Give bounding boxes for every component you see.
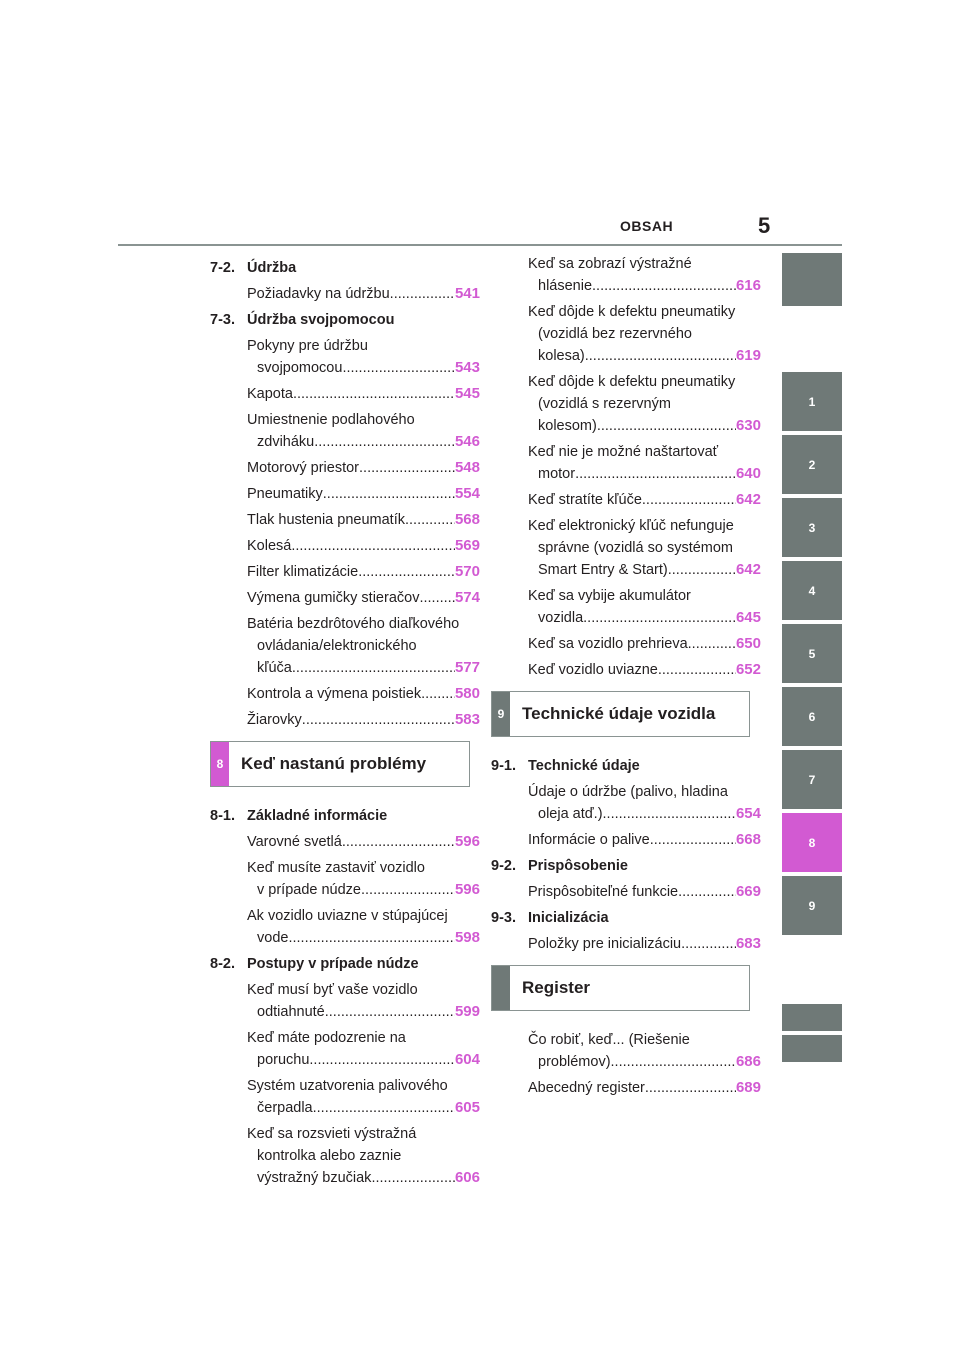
toc-entry-text: Batéria bezdrôtového diaľkového — [247, 616, 460, 632]
side-tab-6[interactable]: 6 — [782, 687, 842, 746]
page-link[interactable]: 569 — [454, 537, 480, 554]
toc-entry-line — [247, 535, 480, 557]
page-link[interactable]: 543 — [454, 359, 480, 376]
toc-entry-line — [528, 803, 761, 825]
dot-leader — [642, 489, 736, 511]
toc-entry-text: vozidla — [538, 610, 584, 626]
chapter-title: Register — [522, 978, 591, 997]
dot-leader — [293, 383, 455, 405]
toc-entry-line — [247, 1167, 480, 1189]
toc-entry[interactable] — [247, 1027, 480, 1071]
toc-entry-text: Keď nie je možné naštartovať — [528, 444, 719, 460]
toc-entry-text: odtiahnuté — [257, 1004, 325, 1020]
toc-entry-text: zdviháku — [257, 434, 315, 450]
page-link[interactable]: 683 — [735, 935, 761, 952]
toc-entry[interactable] — [247, 905, 480, 949]
toc-entry-text: Keď elektronický kľúč nefunguje — [528, 518, 734, 534]
toc-entry[interactable] — [247, 283, 480, 305]
toc-entry-line — [528, 345, 761, 367]
page-link[interactable]: 686 — [735, 1053, 761, 1070]
dot-leader — [585, 345, 736, 367]
toc-entry[interactable] — [247, 409, 480, 453]
section-heading: 7-2. Údržba — [210, 260, 297, 276]
toc-entry-text: Položky pre inicializáciu — [528, 936, 682, 952]
dot-leader — [688, 633, 736, 655]
toc-entry[interactable] — [528, 371, 761, 437]
toc-entry-line — [247, 927, 480, 949]
dot-leader — [650, 829, 736, 851]
toc-entry-text: Systém uzatvorenia palivového — [247, 1078, 448, 1094]
toc-entry-line — [528, 933, 761, 955]
page-link[interactable]: 546 — [454, 433, 480, 450]
toc-entry-text: (vozidlá bez rezervného — [538, 326, 692, 342]
toc-entry[interactable] — [528, 659, 761, 681]
dot-leader — [359, 457, 455, 479]
toc-entry[interactable] — [528, 489, 761, 511]
toc-entry-text: Kolesá — [247, 538, 292, 554]
dot-leader — [371, 1167, 455, 1189]
toc-entry[interactable] — [247, 383, 480, 405]
chapter-number: 8 — [211, 742, 229, 786]
dot-leader — [592, 275, 736, 297]
toc-entry-line — [247, 509, 480, 531]
toc-entry-line — [247, 683, 480, 705]
toc-entry-text: Údaje o údržbe (palivo, hladina — [528, 784, 728, 800]
page-link[interactable]: 604 — [454, 1051, 480, 1068]
page-link[interactable]: 605 — [454, 1099, 480, 1116]
section-heading: 8-2. Postupy v prípade núdze — [210, 956, 419, 972]
dot-leader — [405, 509, 455, 531]
toc-entry-line — [528, 463, 761, 485]
toc-entry-text: Keď vozidlo uviazne — [528, 662, 658, 678]
page-link[interactable]: 642 — [735, 491, 761, 508]
toc-entry-text: motor — [538, 466, 576, 482]
dot-leader — [342, 357, 455, 379]
toc-entry-line — [247, 1097, 480, 1119]
chapter-title: Technické údaje vozidla — [522, 704, 716, 723]
dot-leader — [291, 535, 455, 557]
side-tab-5[interactable]: 5 — [782, 624, 842, 683]
dot-leader — [645, 1077, 736, 1099]
page-link[interactable]: 545 — [454, 385, 480, 402]
page-link[interactable]: 541 — [454, 285, 480, 302]
page-link[interactable]: 577 — [454, 659, 480, 676]
dot-leader — [597, 415, 736, 437]
page-link[interactable]: 596 — [454, 833, 480, 850]
page-link[interactable]: 652 — [735, 661, 761, 678]
toc-entry-line — [528, 829, 761, 851]
toc-entry-line — [247, 457, 480, 479]
side-tab-1[interactable]: 1 — [782, 372, 842, 431]
toc-entry[interactable] — [247, 1075, 480, 1119]
page-link[interactable]: 642 — [735, 561, 761, 578]
toc-entry[interactable] — [247, 335, 480, 379]
toc-entry-text: Keď dôjde k defektu pneumatiky — [528, 304, 736, 320]
toc-entry[interactable] — [247, 587, 480, 609]
toc-entry-text: Keď sa vozidlo prehrieva — [528, 636, 688, 652]
toc-entry-text: svojpomocou — [257, 360, 343, 376]
toc-entry-line — [528, 489, 761, 511]
toc-entry-text: Tlak hustenia pneumatík — [247, 512, 405, 528]
toc-entry[interactable] — [247, 831, 480, 853]
toc-entry-text: výstražný bzučiak — [257, 1170, 372, 1186]
toc-entry-text: Umiestnenie podlahového — [247, 412, 415, 428]
chapter-title: Keď nastanú problémy — [241, 754, 427, 773]
toc-entry-text: Keď musíte zastaviť vozidlo — [247, 860, 425, 876]
page-link[interactable]: 606 — [454, 1169, 480, 1186]
toc-entry-line — [247, 283, 480, 305]
page-link[interactable]: 574 — [454, 589, 480, 606]
toc-entry[interactable] — [528, 633, 761, 655]
toc-entry-text: Filter klimatizácie — [247, 564, 359, 580]
toc-entry-text: kľúča — [257, 660, 292, 676]
dot-leader — [421, 683, 455, 705]
chapter-9-box[interactable] — [491, 691, 750, 737]
toc-entry-line — [528, 607, 761, 629]
dot-leader — [325, 1001, 455, 1023]
toc-entry[interactable] — [247, 979, 480, 1023]
toc-entry-text: hlásenie — [538, 278, 593, 294]
toc-entry-line — [247, 587, 480, 609]
page-link[interactable]: 669 — [735, 883, 761, 900]
page-number: 5 — [758, 213, 771, 238]
register-box[interactable] — [491, 965, 750, 1011]
toc-entry[interactable] — [247, 483, 480, 505]
dot-leader — [575, 463, 736, 485]
dot-leader — [292, 657, 455, 679]
toc-entry-text: Motorový priestor — [247, 460, 360, 476]
dot-leader — [603, 803, 736, 825]
side-tab-blank-lower-1[interactable] — [782, 1004, 842, 1031]
toc-entry-line — [247, 383, 480, 405]
page-link[interactable]: 650 — [735, 635, 761, 652]
toc-entry-text: Keď sa rozsvieti výstražná — [247, 1126, 417, 1142]
toc-entry-text: Žiarovky — [247, 712, 302, 728]
toc-entry-text: Smart Entry & Start) — [538, 562, 668, 578]
side-tab-8-active[interactable]: 8 — [782, 813, 842, 872]
toc-entry-text: Požiadavky na údržbu — [247, 286, 390, 302]
toc-entry-line — [247, 561, 480, 583]
toc-entry[interactable] — [528, 881, 761, 903]
toc-entry-text: Keď máte podozrenie na — [247, 1030, 406, 1046]
side-tab-7[interactable]: 7 — [782, 750, 842, 809]
page-link[interactable]: 645 — [735, 609, 761, 626]
section-heading: 9-2. Prispôsobenie — [491, 858, 628, 874]
dot-leader — [288, 927, 455, 949]
toc-entry[interactable] — [247, 457, 480, 479]
toc-entry[interactable] — [528, 1077, 761, 1099]
toc-entry-line — [528, 659, 761, 681]
toc-entry-text: Kapota — [247, 386, 293, 402]
dot-leader — [302, 709, 455, 731]
toc-entry-text: Ak vozidlo uviazne v stúpajúcej — [247, 908, 448, 924]
toc-entry-text: Čo robiť, keď... (Riešenie — [528, 1032, 690, 1048]
toc-entry-text: správne (vozidlá so systémom — [538, 540, 734, 556]
toc-entry-text: vode — [257, 930, 289, 946]
toc-entry[interactable] — [528, 585, 761, 629]
page-link[interactable]: 654 — [735, 805, 761, 822]
side-tab-3[interactable]: 3 — [782, 498, 842, 557]
toc-entry-line — [247, 1001, 480, 1023]
toc-entry-line — [528, 1051, 761, 1073]
dot-leader — [390, 283, 455, 305]
toc-entry-text: Prispôsobiteľné funkcie — [528, 884, 679, 900]
toc-entry-text: oleja atď.) — [538, 806, 603, 822]
page-link[interactable]: 596 — [454, 881, 480, 898]
toc-entry-text: Keď musí byť vaše vozidlo — [247, 982, 418, 998]
toc-entry[interactable] — [247, 613, 480, 679]
dot-leader — [419, 587, 455, 609]
dot-leader — [342, 831, 455, 853]
toc-entry-line — [247, 709, 480, 731]
toc-entry-text: ovládania/elektronického — [257, 638, 417, 654]
dot-leader — [681, 933, 736, 955]
page-link[interactable]: 668 — [735, 831, 761, 848]
toc-entry[interactable] — [247, 535, 480, 557]
page-link[interactable]: 630 — [735, 417, 761, 434]
toc-entry-text: Keď dôjde k defektu pneumatiky — [528, 374, 736, 390]
toc-entry-line — [528, 881, 761, 903]
dot-leader — [668, 559, 736, 581]
toc-entry[interactable] — [528, 781, 761, 825]
section-heading: 7-3. Údržba svojpomocou — [210, 312, 395, 328]
toc-entry[interactable] — [247, 683, 480, 705]
page-link[interactable]: 548 — [454, 459, 480, 476]
toc-entry-line — [528, 275, 761, 297]
page-link[interactable]: 640 — [735, 465, 761, 482]
toc-entry[interactable] — [528, 301, 761, 367]
toc-column-right — [491, 253, 761, 1099]
dot-leader — [323, 483, 455, 505]
toc-entry-line — [247, 431, 480, 453]
toc-entry[interactable] — [528, 829, 761, 851]
page-link[interactable]: 616 — [735, 277, 761, 294]
toc-entry[interactable] — [528, 515, 761, 581]
toc-entry-line — [528, 1077, 761, 1099]
toc-entry[interactable] — [528, 933, 761, 955]
dot-leader — [658, 659, 736, 681]
toc-entry-text: kontrolka alebo zaznie — [257, 1148, 402, 1164]
dot-leader — [361, 879, 455, 901]
toc-entry-text: čerpadla — [257, 1100, 313, 1116]
toc-entry-line — [247, 879, 480, 901]
page-link[interactable]: 583 — [454, 711, 480, 728]
toc-entry-line — [247, 483, 480, 505]
toc-entry[interactable] — [528, 441, 761, 485]
toc-entry-text: problémov) — [538, 1054, 611, 1070]
toc-entry-text: poruchu — [257, 1052, 310, 1068]
toc-entry-line — [247, 1049, 480, 1071]
page-link[interactable]: 580 — [454, 685, 480, 702]
section-heading: 9-1. Technické údaje — [491, 758, 640, 774]
section-heading: 8-1. Základné informácie — [210, 808, 388, 824]
toc-entry-text: Keď sa zobrazí výstražné — [528, 256, 692, 272]
toc-entry-text: Pneumatiky — [247, 486, 323, 502]
toc-entry-text: Pokyny pre údržbu — [247, 338, 368, 354]
dot-leader — [309, 1049, 455, 1071]
page-link[interactable]: 598 — [454, 929, 480, 946]
dot-leader — [678, 881, 736, 903]
page-link[interactable]: 619 — [735, 347, 761, 364]
toc-entry-text: Keď sa vybije akumulátor — [528, 588, 691, 604]
toc-entry-line — [528, 415, 761, 437]
toc-entry[interactable] — [247, 1123, 480, 1189]
toc-entry-text: Kontrola a výmena poistiek — [247, 686, 422, 702]
side-tab-4[interactable]: 4 — [782, 561, 842, 620]
page-link[interactable]: 570 — [454, 563, 480, 580]
toc-entry[interactable] — [247, 509, 480, 531]
toc-entry-text: Keď stratíte kľúče — [528, 492, 642, 508]
toc-entry-text: v prípade núdze — [257, 882, 361, 898]
page-link[interactable]: 554 — [454, 485, 480, 502]
toc-entry-line — [247, 657, 480, 679]
side-tab-9[interactable]: 9 — [782, 876, 842, 935]
toc-entry-line — [528, 559, 761, 581]
page-link[interactable]: 689 — [735, 1079, 761, 1096]
dot-leader — [358, 561, 455, 583]
section-heading: 9-3. Inicializácia — [491, 910, 609, 926]
toc-entry-text: kolesom) — [538, 418, 597, 434]
toc-entry-text: Informácie o palive — [528, 832, 650, 848]
page-link[interactable]: 599 — [454, 1003, 480, 1020]
toc-entry[interactable] — [247, 561, 480, 583]
dot-leader — [314, 431, 455, 453]
toc-entry-text: Výmena gumičky stieračov — [247, 590, 420, 606]
side-tab-blank[interactable] — [782, 253, 842, 306]
chapter-number: 9 — [492, 692, 510, 736]
dot-leader — [583, 607, 736, 629]
header-title: OBSAH — [620, 218, 674, 234]
toc-entry-text: Varovné svetlá — [247, 834, 342, 850]
dot-leader — [313, 1097, 455, 1119]
dot-leader — [611, 1051, 736, 1073]
toc-entry[interactable] — [247, 709, 480, 731]
toc-entry-line — [247, 831, 480, 853]
toc-entry[interactable] — [247, 857, 480, 901]
toc-entry-text: kolesa) — [538, 348, 585, 364]
side-tab-blank-lower-2[interactable] — [782, 1035, 842, 1062]
chapter-8-box[interactable] — [210, 741, 470, 787]
page-link[interactable]: 568 — [454, 511, 480, 528]
toc-column-left — [210, 253, 480, 1189]
side-tab-2[interactable]: 2 — [782, 435, 842, 494]
chapter-number — [492, 966, 510, 1010]
header-divider — [118, 244, 842, 246]
toc-entry[interactable] — [528, 1029, 761, 1073]
toc-entry-text: Abecedný register — [528, 1080, 645, 1096]
toc-entry[interactable] — [528, 253, 761, 297]
toc-entry-line — [247, 357, 480, 379]
toc-entry-text: (vozidlá s rezervným — [538, 396, 671, 412]
toc-entry-line — [528, 633, 761, 655]
